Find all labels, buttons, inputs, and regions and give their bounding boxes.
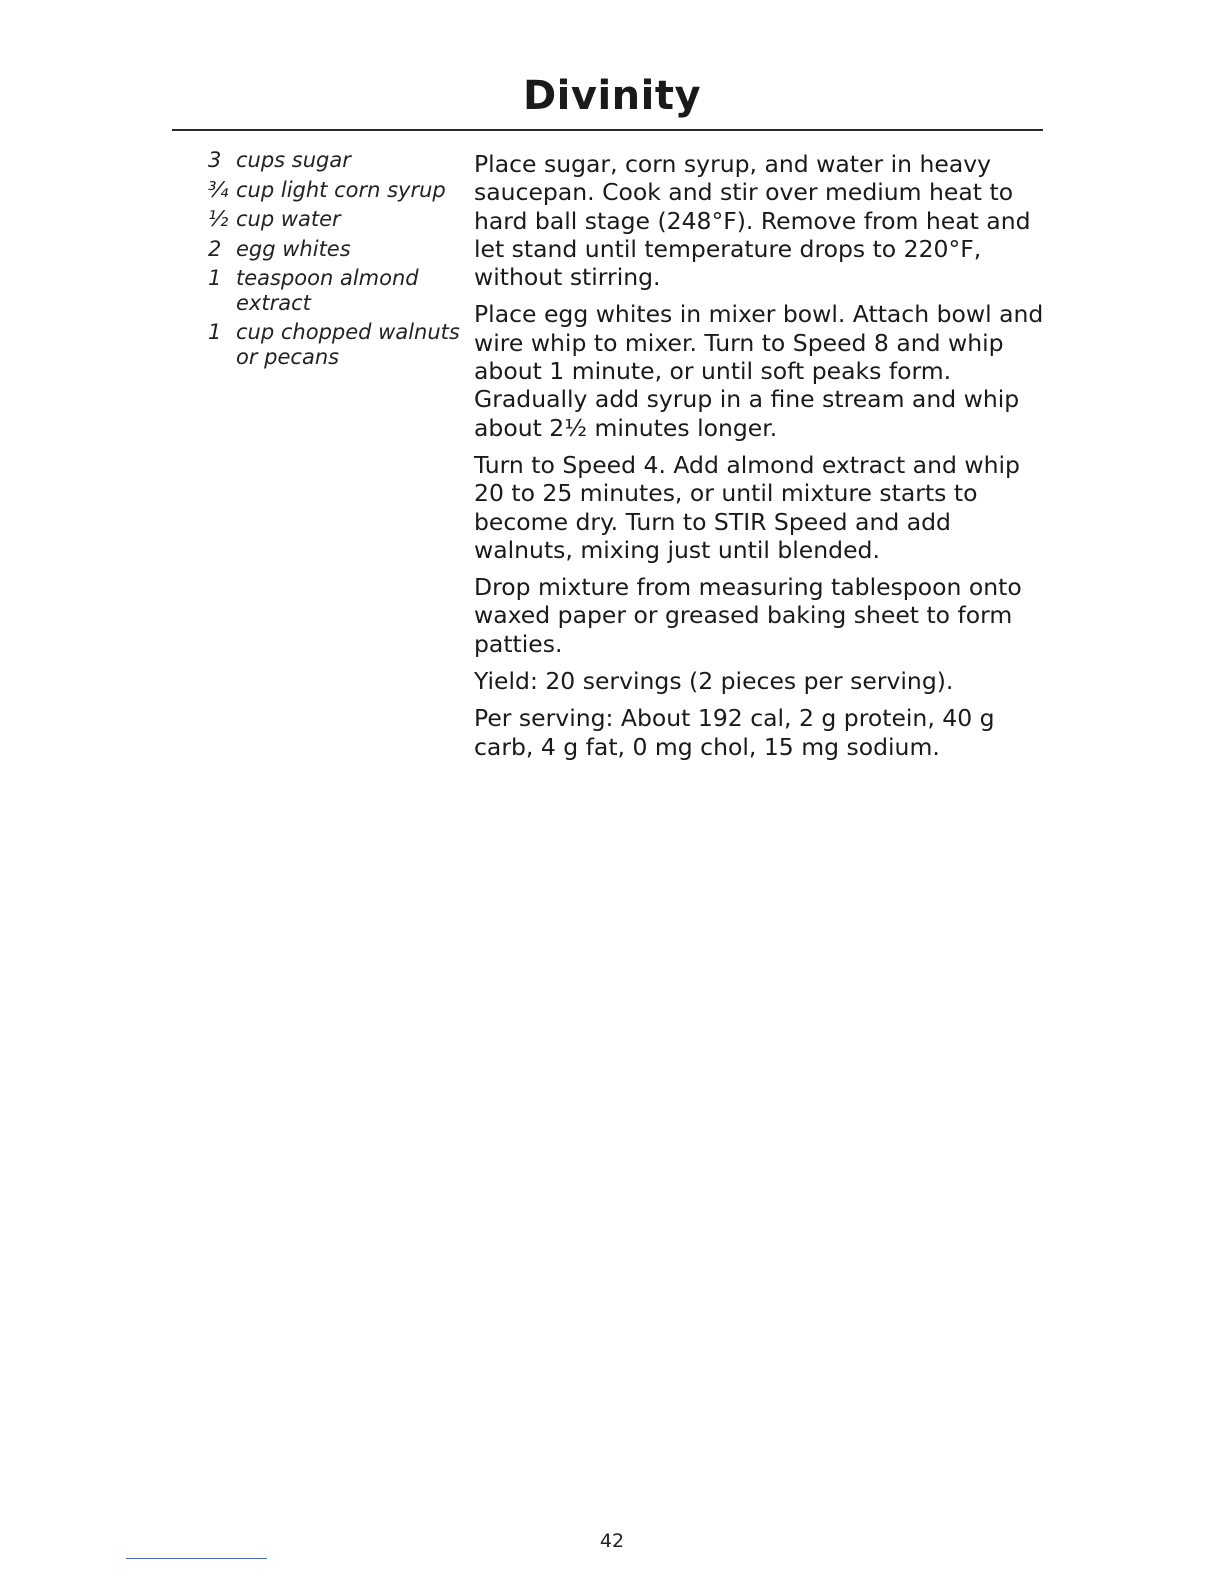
- page-number: 42: [599, 1530, 625, 1552]
- ingredient-description: cup light corn syrup: [236, 177, 446, 202]
- ingredient-item: [204, 320, 464, 369]
- ingredient-item: [204, 148, 464, 173]
- ingredient-description: cup water: [236, 207, 341, 231]
- instruction-step: Drop mixture from measuring tablespoon onto waxed paper or greased baking sheet to form patties.: [474, 573, 1022, 658]
- ingredient-item: [204, 237, 464, 262]
- ingredient-list: [204, 148, 464, 374]
- ingredient-quantity: 1: [208, 320, 222, 344]
- ingredient-item: [204, 266, 464, 315]
- ingredient-description: teaspoon almond extract: [236, 266, 419, 315]
- ingredient-quantity: ¾: [208, 177, 229, 202]
- ingredient-quantity: 2: [208, 236, 222, 261]
- page-title: Divinity: [522, 73, 702, 119]
- ingredient-item: [204, 178, 464, 203]
- instructions: [474, 150, 1054, 770]
- yield-text: Yield: 20 servings (2 pieces per serving).: [474, 667, 954, 696]
- nutrition-text: Per serving: About 192 cal, 2 g protein, 40 g carb, 4 g fat, 0 mg chol, 15 mg sodium.: [474, 704, 995, 761]
- ingredient-quantity: 1: [208, 266, 222, 290]
- title-divider: [172, 129, 1043, 131]
- ingredient-item: [204, 207, 464, 232]
- ingredient-quantity: 3: [208, 148, 222, 172]
- instruction-step: Place egg whites in mixer bowl. Attach bowl and wire whip to mixer. Turn to Speed 8 and whip about 1 minute, or until soft peaks form. Gradually add syrup in a fine stream and whip about 2½ minutes longer.: [474, 300, 1044, 442]
- ingredient-description: egg whites: [236, 236, 351, 261]
- ingredient-description: cup chopped walnuts or pecans: [236, 320, 460, 369]
- instruction-step: Place sugar, corn syrup, and water in heavy saucepan. Cook and stir over medium heat to hard ball stage (248°F). Remove from heat and let stand until temperature drops to 220°F, without stirring.: [474, 150, 1031, 292]
- instruction-step: Turn to Speed 4. Add almond extract and whip 20 to 25 minutes, or until mixture starts to become dry. Turn to STIR Speed and add walnuts, mixing just until blended.: [474, 450, 1020, 564]
- footer-divider: [126, 1558, 267, 1559]
- ingredient-description: cups sugar: [236, 148, 351, 172]
- ingredient-quantity: ½: [208, 207, 229, 231]
